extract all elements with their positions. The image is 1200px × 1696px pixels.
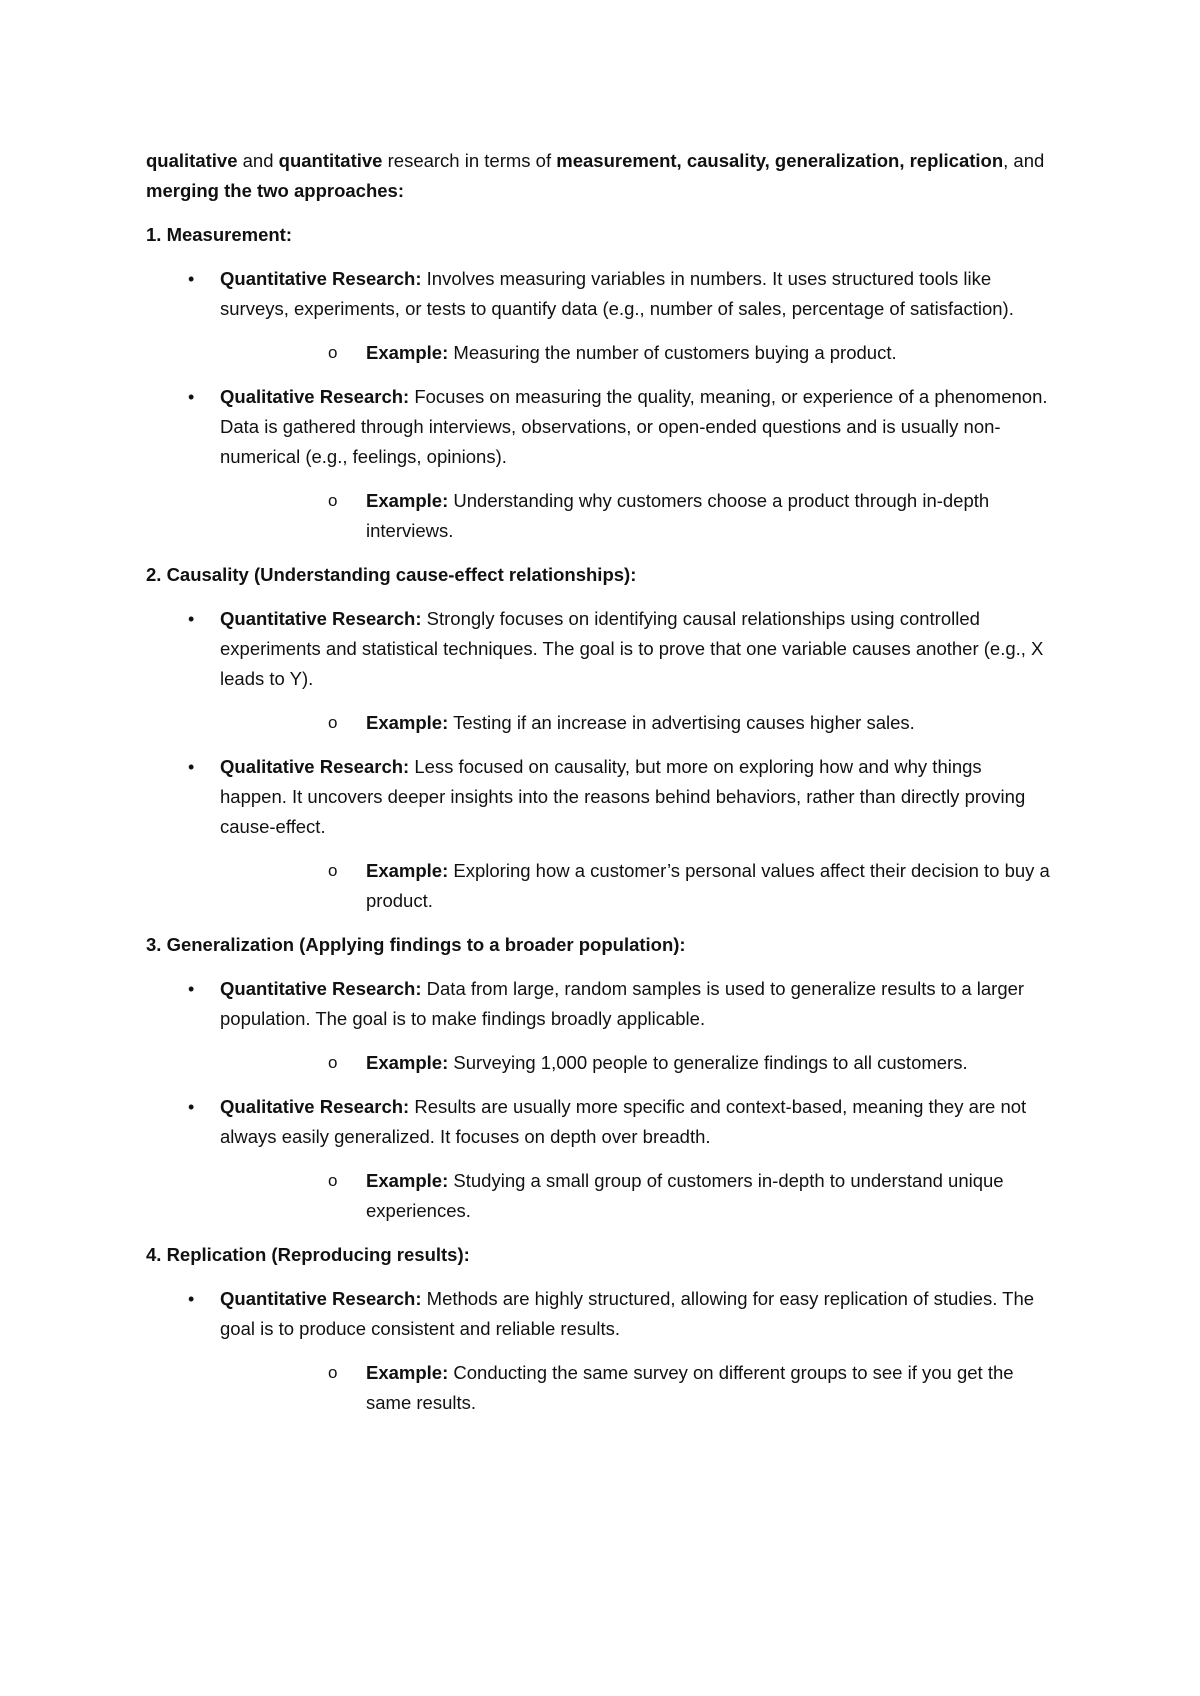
bullet-text (220, 1092, 1050, 1152)
intro-merging: merging the two approaches: (146, 180, 405, 201)
bullet-text (220, 382, 1050, 472)
sub-bullet-icon: o (328, 1171, 338, 1190)
sub-bullet-icon: o (328, 491, 338, 510)
sections-container (146, 220, 1050, 1418)
bullet-dot-icon: • (188, 609, 195, 629)
research-type-label: Quantitative Research: (220, 608, 422, 629)
example-text: Studying a small group of customers in-depth to understand unique experiences. (366, 1170, 1004, 1221)
research-description: Strongly focuses on identifying causal relationships using controlled experiments and statistical techniques. The goal is to prove that one variable causes another (e.g., X leads to Y). (220, 608, 1044, 689)
example-text: Testing if an increase in advertising causes higher sales. (448, 712, 915, 733)
research-type-label: Quantitative Research: (220, 268, 422, 289)
example-label: Example: (366, 1170, 449, 1191)
example-item (220, 486, 1050, 546)
example-text: Exploring how a customer’s personal values affect their decision to buy a product. (366, 860, 1050, 911)
example-item (220, 1048, 1050, 1078)
intro-text: and (237, 150, 279, 171)
section-heading: 3. Generalization (Applying findings to a broader population): (146, 934, 686, 955)
bullet-list (146, 974, 1050, 1226)
sub-bullet-icon: o (328, 713, 338, 732)
research-type-label: Quantitative Research: (220, 978, 422, 999)
intro-paragraph (146, 146, 1050, 206)
intro-term-quantitative: quantitative (278, 150, 383, 171)
bullet-dot-icon: • (188, 269, 195, 289)
example-label: Example: (366, 712, 449, 733)
bullet-dot-icon: • (188, 1097, 195, 1117)
research-description: Focuses on measuring the quality, meaning, or experience of a phenomenon. Data is gathered through interviews, observations, or open-ended questions and is usually non-numerical (e.g., feelings, opinions). (220, 386, 1048, 467)
intro-topics: measurement, causality, generalization, replication (556, 150, 1004, 171)
intro-text: , and (1003, 150, 1045, 171)
intro-term-qualitative: qualitative (146, 150, 238, 171)
research-type-label: Quantitative Research: (220, 1288, 422, 1309)
bullet-item (146, 974, 1050, 1078)
bullet-dot-icon: • (188, 979, 195, 999)
intro-text: research in terms of (382, 150, 557, 171)
example-label: Example: (366, 490, 449, 511)
research-description: Methods are highly structured, allowing for easy replication of studies. The goal is to produce consistent and reliable results. (220, 1288, 1035, 1339)
bullet-list (146, 1284, 1050, 1418)
example-item (220, 1358, 1050, 1418)
bullet-text (220, 1284, 1050, 1344)
example-text: Measuring the number of customers buying a product. (448, 342, 897, 363)
sub-bullet-icon: o (328, 861, 338, 880)
section-heading: 4. Replication (Reproducing results): (146, 1244, 470, 1265)
example-item (220, 856, 1050, 916)
sub-bullet-icon: o (328, 1053, 338, 1072)
bullet-item (146, 752, 1050, 916)
bullet-list (146, 264, 1050, 546)
sub-bullet-icon: o (328, 343, 338, 362)
section-heading: 2. Causality (Understanding cause-effect relationships): (146, 564, 637, 585)
example-text: Surveying 1,000 people to generalize findings to all customers. (448, 1052, 968, 1073)
research-type-label: Qualitative Research: (220, 1096, 410, 1117)
bullet-dot-icon: • (188, 1289, 195, 1309)
research-description: Data from large, random samples is used to generalize results to a larger population. The goal is to make findings broadly applicable. (220, 978, 1025, 1029)
sub-bullet-icon: o (328, 1363, 338, 1382)
research-description: Less focused on causality, but more on exploring how and why things happen. It uncovers deeper insights into the reasons behind behaviors, rather than directly proving cause-effect. (220, 756, 1026, 837)
bullet-text (220, 974, 1050, 1034)
bullet-text (220, 752, 1050, 842)
example-text: Understanding why customers choose a product through in-depth interviews. (366, 490, 990, 541)
example-item (220, 708, 1050, 738)
bullet-text (220, 264, 1050, 324)
bullet-item (146, 264, 1050, 368)
research-description: Involves measuring variables in numbers. It uses structured tools like surveys, experiments, or tests to quantify data (e.g., number of sales, percentage of satisfaction). (220, 268, 1014, 319)
bullet-item (146, 1092, 1050, 1226)
bullet-text (220, 604, 1050, 694)
example-label: Example: (366, 860, 449, 881)
example-label: Example: (366, 1362, 449, 1383)
bullet-item (146, 382, 1050, 546)
bullet-dot-icon: • (188, 387, 195, 407)
research-type-label: Qualitative Research: (220, 386, 410, 407)
bullet-item (146, 604, 1050, 738)
research-type-label: Qualitative Research: (220, 756, 410, 777)
bullet-list (146, 604, 1050, 916)
example-label: Example: (366, 1052, 449, 1073)
example-text: Conducting the same survey on different groups to see if you get the same results. (366, 1362, 1014, 1413)
bullet-dot-icon: • (188, 757, 195, 777)
example-item (220, 338, 1050, 368)
section-heading: 1. Measurement: (146, 224, 292, 245)
bullet-item (146, 1284, 1050, 1418)
example-item (220, 1166, 1050, 1226)
research-description: Results are usually more specific and context-based, meaning they are not always easily generalized. It focuses on depth over breadth. (220, 1096, 1027, 1147)
example-label: Example: (366, 342, 449, 363)
